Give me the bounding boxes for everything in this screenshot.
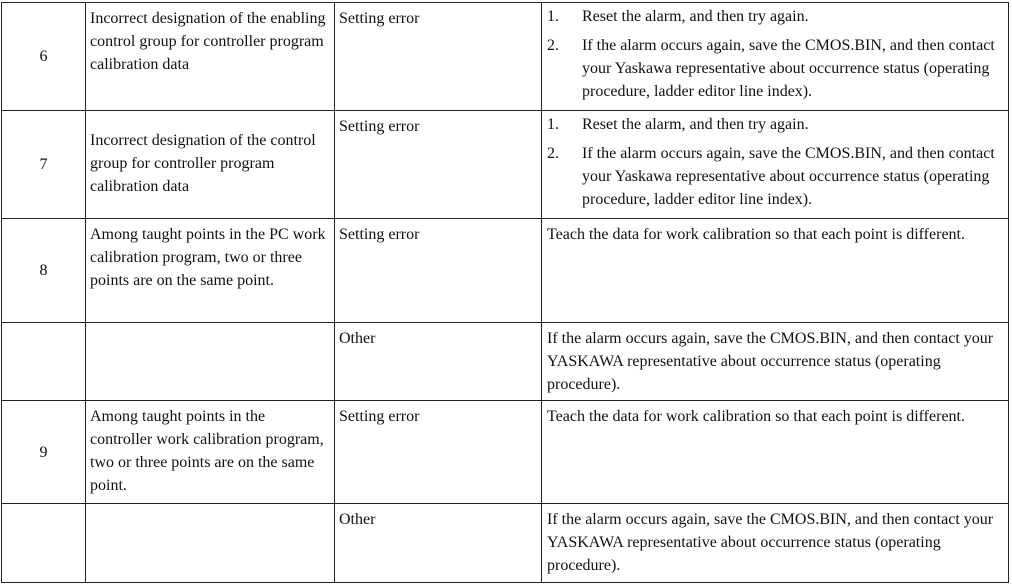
- step-number: 1.: [547, 116, 559, 133]
- remedy-step: [547, 113, 1003, 136]
- step-text: Reset the alarm, and then try again.: [582, 116, 809, 133]
- step-number: 2.: [547, 37, 559, 54]
- subcode-cell: 6: [2, 3, 86, 111]
- category-cell: Setting error: [335, 219, 542, 323]
- remedy-cell: If the alarm occurs again, save the CMOS.BIN, and then contact your YASKAWA representative about occurrence status (operating procedure).: [542, 504, 1009, 583]
- remedy-steps: [547, 113, 1003, 211]
- category-cell: Setting error: [335, 111, 542, 219]
- table-row: [2, 323, 1009, 401]
- remedy-steps: [547, 5, 1003, 103]
- table-row: [2, 3, 1009, 111]
- category-cell: Setting error: [335, 401, 542, 504]
- step-number: 2.: [547, 145, 559, 162]
- remedy-step: [547, 142, 1003, 211]
- description-cell: Among taught points in the controller work calibration program, two or three points are on the same point.: [86, 401, 335, 504]
- table-row: [2, 401, 1009, 504]
- table-row: [2, 219, 1009, 323]
- remedy-step: [547, 34, 1003, 103]
- description-cell: [86, 504, 335, 583]
- subcode-cell: 7: [2, 111, 86, 219]
- description-cell: Incorrect designation of the enabling control group for controller program calibration data: [86, 3, 335, 111]
- alarm-subcode-table: [1, 2, 1009, 583]
- category-cell: Other: [335, 323, 542, 401]
- table-row: [2, 504, 1009, 583]
- remedy-step: [547, 5, 1003, 28]
- remedy-cell: Teach the data for work calibration so that each point is different.: [542, 401, 1009, 504]
- category-cell: Other: [335, 504, 542, 583]
- step-text: If the alarm occurs again, save the CMOS.BIN, and then contact your Yaskawa representative about occurrence status (operating procedure, ladder editor line index).: [582, 145, 995, 208]
- remedy-cell: If the alarm occurs again, save the CMOS.BIN, and then contact your YASKAWA representative about occurrence status (operating procedure).: [542, 323, 1009, 401]
- step-text: If the alarm occurs again, save the CMOS.BIN, and then contact your Yaskawa representative about occurrence status (operating procedure, ladder editor line index).: [582, 37, 995, 100]
- step-text: Reset the alarm, and then try again.: [582, 8, 809, 25]
- table-row: [2, 111, 1009, 219]
- subcode-cell: 9: [2, 401, 86, 504]
- subcode-cell: [2, 504, 86, 583]
- subcode-cell: [2, 323, 86, 401]
- subcode-cell: 8: [2, 219, 86, 323]
- remedy-cell: Teach the data for work calibration so that each point is different.: [542, 219, 1009, 323]
- description-cell: [86, 323, 335, 401]
- description-cell: Among taught points in the PC work calibration program, two or three points are on the same point.: [86, 219, 335, 323]
- step-number: 1.: [547, 8, 559, 25]
- description-cell: Incorrect designation of the control group for controller program calibration data: [86, 111, 335, 219]
- category-cell: Setting error: [335, 3, 542, 111]
- remedy-cell: [542, 111, 1009, 219]
- remedy-cell: [542, 3, 1009, 111]
